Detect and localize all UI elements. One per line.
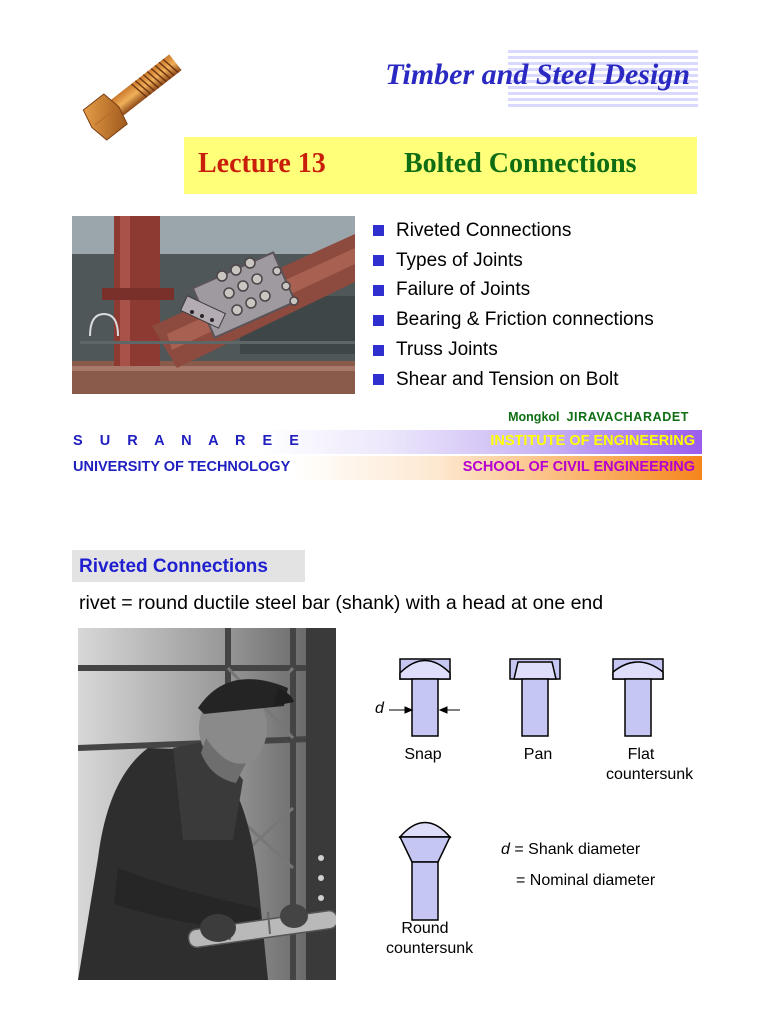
snap-rivet-icon — [400, 659, 450, 736]
topic-item — [373, 305, 713, 335]
topic-item — [373, 216, 713, 246]
author-name — [440, 410, 689, 424]
rivet-label-pan: Pan — [523, 746, 553, 763]
topic-label: Truss Joints — [396, 339, 498, 361]
topic-label: Shear and Tension on Bolt — [396, 368, 619, 390]
riveter-worker-photo — [78, 628, 336, 980]
university-name-line-1: S U R A N A R E E — [73, 433, 306, 449]
school-name: SCHOOL OF CIVIL ENGINEERING — [462, 459, 695, 475]
course-title: Timber and Steel Design — [385, 58, 690, 91]
rivet-label-flat-countersunk: Flat countersunk — [606, 746, 694, 783]
pan-rivet-icon — [510, 659, 560, 736]
topic-item — [373, 365, 713, 395]
lecture-number: Lecture 13 — [198, 148, 326, 179]
topic-label: Failure of Joints — [396, 279, 531, 301]
diameter-definition-line-2: = Nominal diameter — [516, 872, 656, 889]
topic-list — [373, 216, 713, 395]
topic-label: Types of Joints — [396, 249, 523, 271]
lecture-topic: Bolted Connections — [404, 148, 637, 179]
institute-name: INSTITUTE OF ENGINEERING — [490, 433, 695, 449]
section-title: Riveted Connections — [79, 556, 268, 577]
topic-item — [373, 335, 713, 365]
square-bullet-icon — [373, 225, 384, 236]
rivet-label-round-countersunk: Round countersunk — [386, 920, 474, 957]
topic-label: Riveted Connections — [396, 219, 572, 241]
rivet-definition: rivet = round ductile steel bar (shank) with a head at one end — [79, 592, 604, 614]
diameter-symbol: d — [375, 700, 384, 717]
bolted-connection-photo — [72, 216, 355, 394]
round-countersunk-rivet-icon — [400, 823, 450, 921]
square-bullet-icon — [373, 285, 384, 296]
topic-label: Bearing & Friction connections — [396, 309, 654, 331]
topic-item — [373, 246, 713, 276]
topic-item — [373, 276, 713, 306]
bolt-image — [76, 38, 196, 148]
diameter-definition-line-1 — [501, 841, 640, 859]
university-name-line-2: UNIVERSITY OF TECHNOLOGY — [73, 459, 291, 475]
rivet-label-snap: Snap — [404, 746, 442, 763]
square-bullet-icon — [373, 315, 384, 326]
square-bullet-icon — [373, 345, 384, 356]
flat-countersunk-rivet-icon — [613, 659, 663, 736]
square-bullet-icon — [373, 255, 384, 266]
diameter-definition-text: = Shank diameter — [509, 841, 641, 858]
square-bullet-icon — [373, 374, 384, 385]
author-given-name: Mongkol — [508, 410, 560, 424]
author-family-name: JIRAVACHARADET — [566, 410, 689, 424]
diameter-symbol-inline: d — [501, 841, 510, 858]
